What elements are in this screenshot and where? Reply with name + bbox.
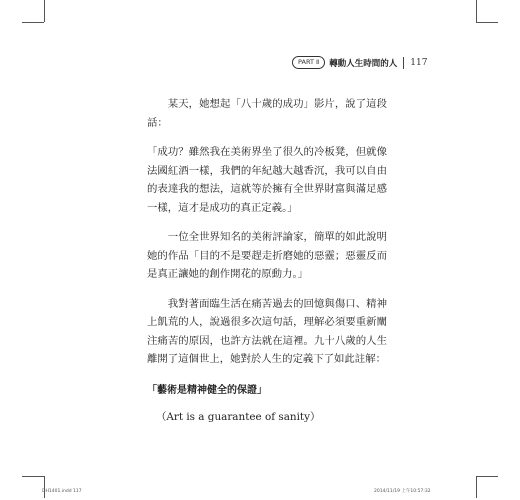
header-divider — [403, 57, 404, 69]
motto-quote: 「藝術是精神健全的保證」 — [147, 384, 267, 396]
crop-mark — [476, 476, 498, 477]
chapter-title: 轉動人生時間的人 — [329, 58, 398, 69]
crop-mark — [476, 476, 477, 498]
paragraph: 某天，她想起「八十歲的成功」影片，說了這段話： — [147, 98, 387, 129]
page-number: 117 — [410, 57, 428, 68]
running-head — [292, 56, 427, 69]
crop-mark — [476, 0, 477, 22]
print-slug-right: 2014/11/19 上午10:57:32 — [374, 489, 431, 494]
part-badge: PART Ⅱ — [292, 56, 325, 69]
paragraph: 一位全世界知名的美術評論家，簡單的如此說明她的作品「目的不是要趕走折磨她的惡靈；惡靈反而是真正讓她的創作開花的原動力。」 — [147, 231, 387, 280]
crop-mark — [22, 476, 44, 477]
body-text — [147, 95, 387, 427]
crop-mark — [44, 476, 45, 498]
print-slug-left: DH1401.indd 117 — [42, 489, 82, 494]
crop-mark — [22, 22, 44, 23]
quote-paragraph: 「成功？雖然我在美術界坐了很久的冷板凳，但就像法國紅酒一樣，我們的年紀越大越香沉，我可以自由的表達我的想法，這就等於擁有全世界財富與滿足感一樣，這才是成功的真正定義。」 — [147, 146, 387, 214]
crop-mark — [476, 22, 498, 23]
crop-mark — [44, 0, 45, 22]
motto-english: （Art is a guarantee of sanity） — [156, 411, 321, 423]
paragraph: 我對著面臨生活在痛苦過去的回憶與傷口、精神上飢荒的人，說過很多次這句話，理解必須要重新闡注痛苦的原因，也許方法就在這裡。九十八歲的人生離開了這個世上，她對於人生的定義下了如此註解： — [147, 297, 387, 365]
